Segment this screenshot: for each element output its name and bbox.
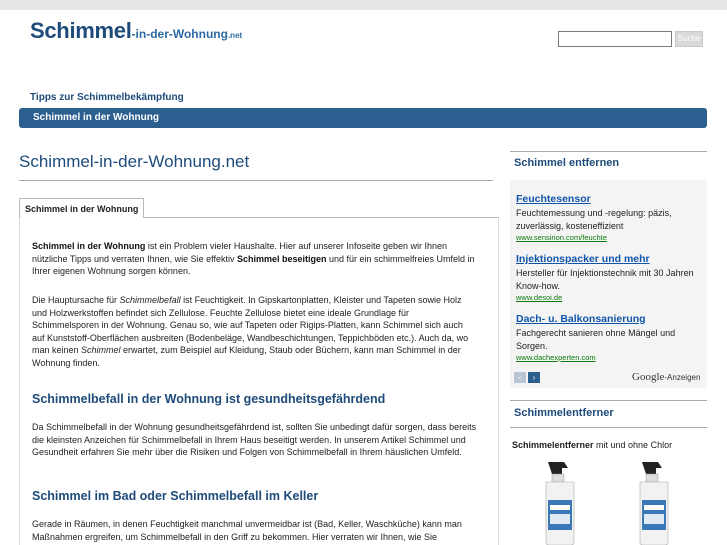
ad-next-arrow-icon[interactable]: ›	[528, 372, 540, 383]
nav-item-schimmel-in-der-wohnung[interactable]: Schimmel in der Wohnung	[33, 112, 159, 123]
page-title: Schimmel-in-der-Wohnung.net	[19, 152, 250, 171]
search-button[interactable]: Suche	[675, 31, 703, 47]
heading-bath-cellar: Schimmel im Bad oder Schimmelbefall im Keller	[32, 489, 319, 503]
cause-text-a: Die Hauptursache für	[32, 295, 120, 305]
intro-bold-lead: Schimmel in der Wohnung	[32, 241, 146, 251]
intro-bold-2: Schimmel beseitigen	[236, 253, 327, 264]
sidebar-divider-3	[510, 427, 707, 428]
intro-paragraph	[32, 240, 477, 278]
main-navbar	[19, 108, 707, 128]
google-logo: Google	[632, 371, 665, 383]
ad-description: Hersteller für Injektionstechnik mit 30 Jahren Know-how.	[516, 268, 694, 291]
cause-text-b: ist Feuchtigkeit. In Gipskartonplatten, Kleister und Tapeten sowie Holz und Holzwerkstoffen befindet sich Zellulose. Feuchte Zellulose bietet eine ideale Grundlage für Schimmelsporen in der Wohnung. Genau so, wie auf Tapeten oder Rigips-Platten, kann Schimmel sich auch auf Kunststoff-Oberflächen ausbreiten (Bodenbeläge, Wandbeschichtungen, Teppichböden etc.). Auch da, wo man keinen	[32, 295, 469, 355]
ad-description: Feuchtemessung und -regelung: päzis, zuverlässig, kosteneffizient	[516, 208, 672, 231]
site-logo[interactable]	[30, 18, 242, 44]
ad-description: Fachgerecht sanieren ohne Mängel und Sorgen.	[516, 328, 676, 351]
health-paragraph: Da Schimmelbefall in der Wohnung gesundheitsgefährdend ist, sollten Sie unbedingt dafür sorgen, dass bereits die kleinsten Anzeichen für Schimmelbefall in Ihrem Haus beseitigt werden. In unserem Artikel Schimmel und Gesundheit erfahren Sie mehr über die Risiken und Folgen von Schimmelbefall in Ihrem häuslichen Umfeld.	[32, 422, 477, 457]
ad-item	[516, 253, 706, 302]
ad-title-link[interactable]: Injektionspacker und mehr	[516, 253, 650, 265]
logo-main: Schimmel	[30, 18, 132, 43]
cause-text-c: erwartet, zum Beispiel auf Kleidung, Staub oder Büchern, kann man Schimmel in der Wohnung finden.	[32, 345, 461, 368]
ad-title-link[interactable]: Dach- u. Balkonsanierung	[516, 313, 646, 325]
ad-prev-arrow-icon[interactable]: ‹	[514, 372, 526, 383]
sidebar-title-schimmel-entfernen: Schimmel entfernen	[514, 157, 620, 169]
intro-text-b: und für ein schimmelfreies Umfeld in Ihrer eigenen Wohnung sorgen können.	[32, 253, 475, 276]
sidebar-title-schimmelentferner: Schimmelentferner	[514, 407, 614, 419]
ad-url-link[interactable]: www.desoi.de	[516, 293, 563, 302]
sidebar-divider-top	[510, 151, 707, 152]
google-ads-suffix: -Anzeigen	[664, 373, 701, 382]
sidebar-divider-2	[510, 400, 707, 401]
cause-em-1: Schimmelbefall	[119, 295, 181, 305]
ad-item	[516, 313, 706, 362]
google-ads-label[interactable]	[632, 371, 700, 383]
ad-url-link[interactable]: www.sensirion.com/feuchte	[516, 233, 607, 242]
logo-rest: -in-der-Wohnung	[131, 27, 228, 41]
product-caption	[512, 440, 672, 450]
tab-schimmel-in-der-wohnung[interactable]: Schimmel in der Wohnung	[19, 198, 144, 218]
title-divider	[19, 180, 493, 181]
search-input[interactable]	[558, 31, 672, 47]
ad-url-link[interactable]: www.dachexperten.com	[516, 353, 596, 362]
heading-health: Schimmelbefall in der Wohnung ist gesundheitsgefährdend	[32, 392, 386, 406]
bath-paragraph: Gerade in Räumen, in denen Feuchtigkeit manchmal unvermeidbar ist (Bad, Keller, Waschküche) kann man Maßnahmen ergreifen, um Schimmelbefall in den Griff zu bekommen. Hier verraten wir Ihnen, wie Sie	[32, 519, 462, 542]
logo-tld: .net	[227, 31, 243, 40]
product-caption-rest: mit und ohne Chlor	[593, 440, 673, 450]
spray-bottle-image[interactable]	[634, 460, 674, 545]
cause-paragraph	[32, 294, 477, 369]
ad-item	[516, 193, 706, 242]
intro-text-a: ist ein Problem vieler Haushalte. Hier auf unserer Infoseite geben wir Ihnen nützliche Tipps und verraten Ihnen, wie Sie effektiv	[32, 241, 448, 264]
breadcrumb-link[interactable]: Tipps zur Schimmelbekämpfung	[30, 92, 184, 103]
cause-em-2: Schimmel	[81, 345, 121, 355]
top-strip	[0, 0, 727, 10]
spray-bottle-image[interactable]	[540, 460, 580, 545]
product-caption-bold: Schimmelentferner	[512, 440, 594, 450]
ad-title-link[interactable]: Feuchtesensor	[516, 193, 591, 205]
